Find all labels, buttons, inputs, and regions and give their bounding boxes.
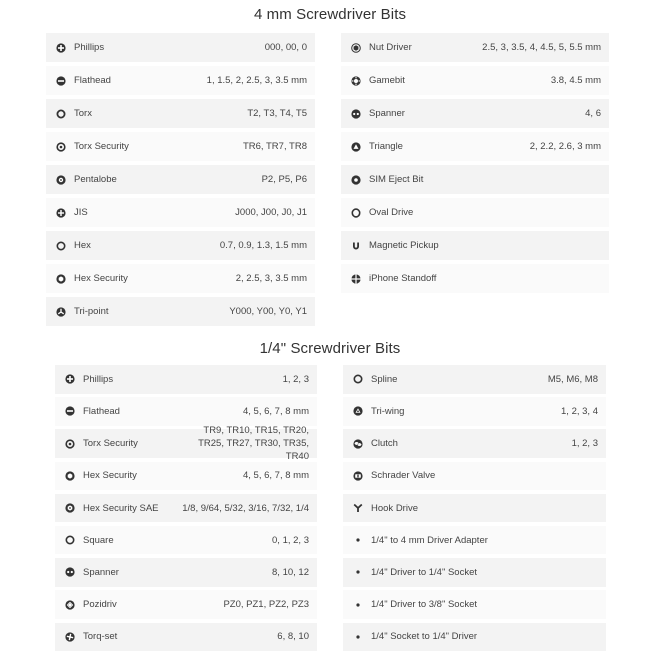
bit-row-triangle (341, 132, 609, 161)
square-icon (65, 535, 75, 545)
bit-sizes: TR9, TR10, TR15, TR20, TR25, TR27, TR30, TR35, TR40 (198, 425, 309, 463)
bit-sizes: 6, 8, 10 (277, 631, 309, 643)
phillips-icon (56, 43, 66, 53)
tri-wing-icon (353, 406, 363, 416)
bit-name: Pentalobe (74, 174, 117, 185)
bit-name: Torx (74, 108, 92, 119)
bit-name-wrap (351, 42, 412, 53)
bit-row-phillips (55, 365, 317, 394)
bit-row-hex-security (46, 264, 315, 293)
bit-name: Hex Security (74, 273, 128, 284)
hex-security-sae-icon (65, 503, 75, 513)
bit-row-nut-driver (341, 33, 609, 62)
bit-name: JIS (74, 207, 88, 218)
bit-name: Spanner (83, 566, 119, 578)
bit-sizes: 2, 2.2, 2.6, 3 mm (529, 141, 601, 152)
bit-sizes: 0.7, 0.9, 1.3, 1.5 mm (219, 240, 307, 251)
bit-name-wrap (351, 207, 413, 218)
bit-sizes: 2, 2.5, 3, 3.5 mm (235, 273, 307, 284)
bit-name-wrap (65, 438, 138, 449)
bit-row-oval-drive (341, 198, 609, 227)
pentalobe-icon (56, 175, 66, 185)
bit-sizes: 1, 2, 3 (571, 438, 598, 450)
bit-row-torx-security (55, 425, 317, 463)
spanner-icon (351, 109, 361, 119)
bit-name: Square (83, 534, 114, 546)
bit-row-iphone-standoff (341, 264, 609, 293)
bit-sizes: Y000, Y00, Y0, Y1 (229, 306, 307, 317)
hex-icon (56, 241, 66, 251)
bit-row-torq-set (55, 623, 317, 652)
bit-sizes: T2, T3, T4, T5 (247, 108, 307, 119)
bit-name-wrap (65, 374, 113, 385)
bit-name-wrap (65, 567, 119, 578)
bit-name: iPhone Standoff (369, 273, 437, 284)
spline-icon (353, 374, 363, 384)
bit-row-1-4-driver-to-1-4-socket (343, 558, 606, 587)
bit-name: Gamebit (369, 75, 405, 86)
section-title-4mm: 4 mm Screwdriver Bits (253, 6, 407, 23)
magnetic-pickup-icon (351, 241, 361, 251)
bit-name: Flathead (74, 75, 111, 86)
bit-name-wrap (56, 141, 129, 152)
bit-name-wrap (56, 207, 88, 218)
hex-security-icon (56, 274, 66, 284)
bit-row-torx-security (46, 132, 315, 161)
bit-name: Flathead (83, 405, 120, 417)
bit-sizes: 0, 1, 2, 3 (272, 534, 309, 546)
bit-name: 1/4" Driver to 3/8" Socket (371, 599, 478, 611)
bit-name-wrap (353, 599, 477, 610)
phillips-icon (65, 374, 75, 384)
bit-name: Pozidriv (83, 599, 117, 611)
bit-sizes: P2, P5, P6 (261, 174, 307, 185)
bit-name-wrap (351, 141, 403, 152)
hook-drive-icon (353, 503, 363, 513)
bit-sizes: 4, 5, 6, 7, 8 mm (243, 405, 309, 417)
hex-security-icon (65, 471, 75, 481)
bullet-icon (353, 600, 363, 610)
bit-sizes: 1, 1.5, 2, 2.5, 3, 3.5 mm (206, 75, 307, 86)
flathead-icon (65, 406, 75, 416)
bit-name-wrap (351, 75, 405, 86)
bit-name: Tri-point (74, 306, 109, 317)
bit-name-wrap (65, 406, 120, 417)
bit-name: Phillips (83, 373, 114, 385)
bit-row-spanner (55, 558, 317, 587)
bit-list-4mm-left (46, 33, 315, 330)
tri-point-icon (56, 307, 66, 317)
bit-name: 1/4" to 4 mm Driver Adapter (371, 534, 488, 546)
bit-name: Triangle (369, 141, 403, 152)
bit-row-square (55, 526, 317, 555)
bit-name-wrap (56, 75, 111, 86)
bit-row-hex-security-sae (55, 494, 317, 523)
bit-name: Hex Security SAE (83, 502, 159, 514)
bit-row-gamebit (341, 66, 609, 95)
gamebit-icon (351, 76, 361, 86)
bit-row-phillips (46, 33, 315, 62)
section-title-quarter-inch: 1/4" Screwdriver Bits (259, 340, 401, 357)
bit-name-wrap (65, 470, 137, 481)
schrader-valve-icon (353, 471, 363, 481)
bit-row-jis (46, 198, 315, 227)
bit-name-wrap (353, 535, 488, 546)
bit-row-sim-eject-bit (341, 165, 609, 194)
bit-row-flathead (46, 66, 315, 95)
bit-row-tri-wing (343, 397, 606, 426)
bit-sizes: 1/8, 9/64, 5/32, 3/16, 7/32, 1/4 (182, 502, 309, 514)
flathead-icon (56, 76, 66, 86)
bit-name-wrap (56, 174, 117, 185)
bit-name-wrap (353, 438, 398, 449)
bit-name: SIM Eject Bit (369, 174, 424, 185)
bit-name-wrap (65, 535, 114, 546)
bit-name: Hex (74, 240, 91, 251)
bit-name-wrap (65, 631, 117, 642)
bit-sizes: 000, 00, 0 (264, 42, 307, 53)
bit-name-wrap (351, 174, 423, 185)
bit-list-quarter-inch-left (55, 365, 317, 655)
bit-name: Torx Security (83, 438, 138, 450)
bit-name: Nut Driver (369, 42, 412, 53)
bit-row-hex-security (55, 462, 317, 491)
nut-driver-icon (351, 43, 361, 53)
bit-name: Torq-set (83, 631, 118, 643)
bullet-icon (353, 632, 363, 642)
bit-name: Clutch (371, 438, 398, 450)
bit-name: Hex Security (83, 470, 137, 482)
bit-name: Spline (371, 373, 398, 385)
bit-row-magnetic-pickup (341, 231, 609, 260)
bit-name-wrap (65, 599, 117, 610)
bit-name-wrap (353, 631, 477, 642)
bit-name: Phillips (74, 42, 105, 53)
bit-sizes: 8, 10, 12 (272, 566, 309, 578)
bit-sizes: J000, J00, J0, J1 (235, 207, 307, 218)
bit-sizes: PZ0, PZ1, PZ2, PZ3 (223, 599, 309, 611)
bit-list-quarter-inch-right (343, 365, 606, 655)
bit-row-pentalobe (46, 165, 315, 194)
bit-row-flathead (55, 397, 317, 426)
bit-name: Schrader Valve (371, 470, 436, 482)
bit-name-wrap (56, 240, 91, 251)
torx-security-icon (65, 439, 75, 449)
bit-name-wrap (56, 306, 109, 317)
jis-icon (56, 208, 66, 218)
bit-name-wrap (353, 406, 404, 417)
oval-drive-icon (351, 208, 361, 218)
bit-name: Tri-wing (371, 405, 405, 417)
bit-sizes: M5, M6, M8 (547, 373, 598, 385)
bit-sizes: 2.5, 3, 3.5, 4, 4.5, 5, 5.5 mm (482, 42, 601, 53)
bit-name: Spanner (369, 108, 405, 119)
bit-row-spline (343, 365, 606, 394)
bit-name-wrap (56, 42, 104, 53)
bit-name-wrap (351, 108, 405, 119)
bit-name-wrap (353, 374, 397, 385)
bit-row-1-4-socket-to-1-4-driver (343, 623, 606, 652)
bit-sizes: 4, 6 (585, 108, 601, 119)
torx-security-icon (56, 142, 66, 152)
bit-sizes: 1, 2, 3 (282, 373, 309, 385)
bit-row-torx (46, 99, 315, 128)
bit-name-wrap (56, 108, 92, 119)
bit-row-pozidriv (55, 590, 317, 619)
bit-row-1-4-to-4-mm-driver-adapter (343, 526, 606, 555)
bit-sizes: 4, 5, 6, 7, 8 mm (243, 470, 309, 482)
pozidriv-icon (65, 600, 75, 610)
bit-row-spanner (341, 99, 609, 128)
bit-sizes: 1, 2, 3, 4 (561, 405, 598, 417)
bit-row-clutch (343, 429, 606, 458)
bullet-icon (353, 535, 363, 545)
bit-row-schrader-valve (343, 462, 606, 491)
bit-row-hex (46, 231, 315, 260)
bit-name: 1/4" Driver to 1/4" Socket (371, 566, 478, 578)
torx-icon (56, 109, 66, 119)
bit-name-wrap (65, 503, 159, 514)
bit-name-wrap (353, 470, 435, 481)
sim-eject-icon (351, 175, 361, 185)
bit-name-wrap (351, 273, 436, 284)
bit-row-tri-point (46, 297, 315, 326)
bit-name-wrap (353, 567, 477, 578)
bit-name-wrap (353, 503, 418, 514)
bit-name: Hook Drive (371, 502, 418, 514)
bullet-icon (353, 567, 363, 577)
bit-sizes: 3.8, 4.5 mm (550, 75, 601, 86)
clutch-icon (353, 439, 363, 449)
torq-set-icon (65, 632, 75, 642)
bit-name-wrap (351, 240, 439, 251)
bit-row-1-4-driver-to-3-8-socket (343, 590, 606, 619)
bit-name-wrap (56, 273, 128, 284)
iphone-standoff-icon (351, 274, 361, 284)
bit-name: Torx Security (74, 141, 129, 152)
bit-name: Oval Drive (369, 207, 414, 218)
triangle-icon (351, 142, 361, 152)
bit-sizes: TR6, TR7, TR8 (242, 141, 307, 152)
spanner-icon (65, 567, 75, 577)
bit-row-hook-drive (343, 494, 606, 523)
bit-name: Magnetic Pickup (369, 240, 439, 251)
bit-name: 1/4" Socket to 1/4" Driver (371, 631, 478, 643)
bit-list-4mm-right (341, 33, 609, 297)
